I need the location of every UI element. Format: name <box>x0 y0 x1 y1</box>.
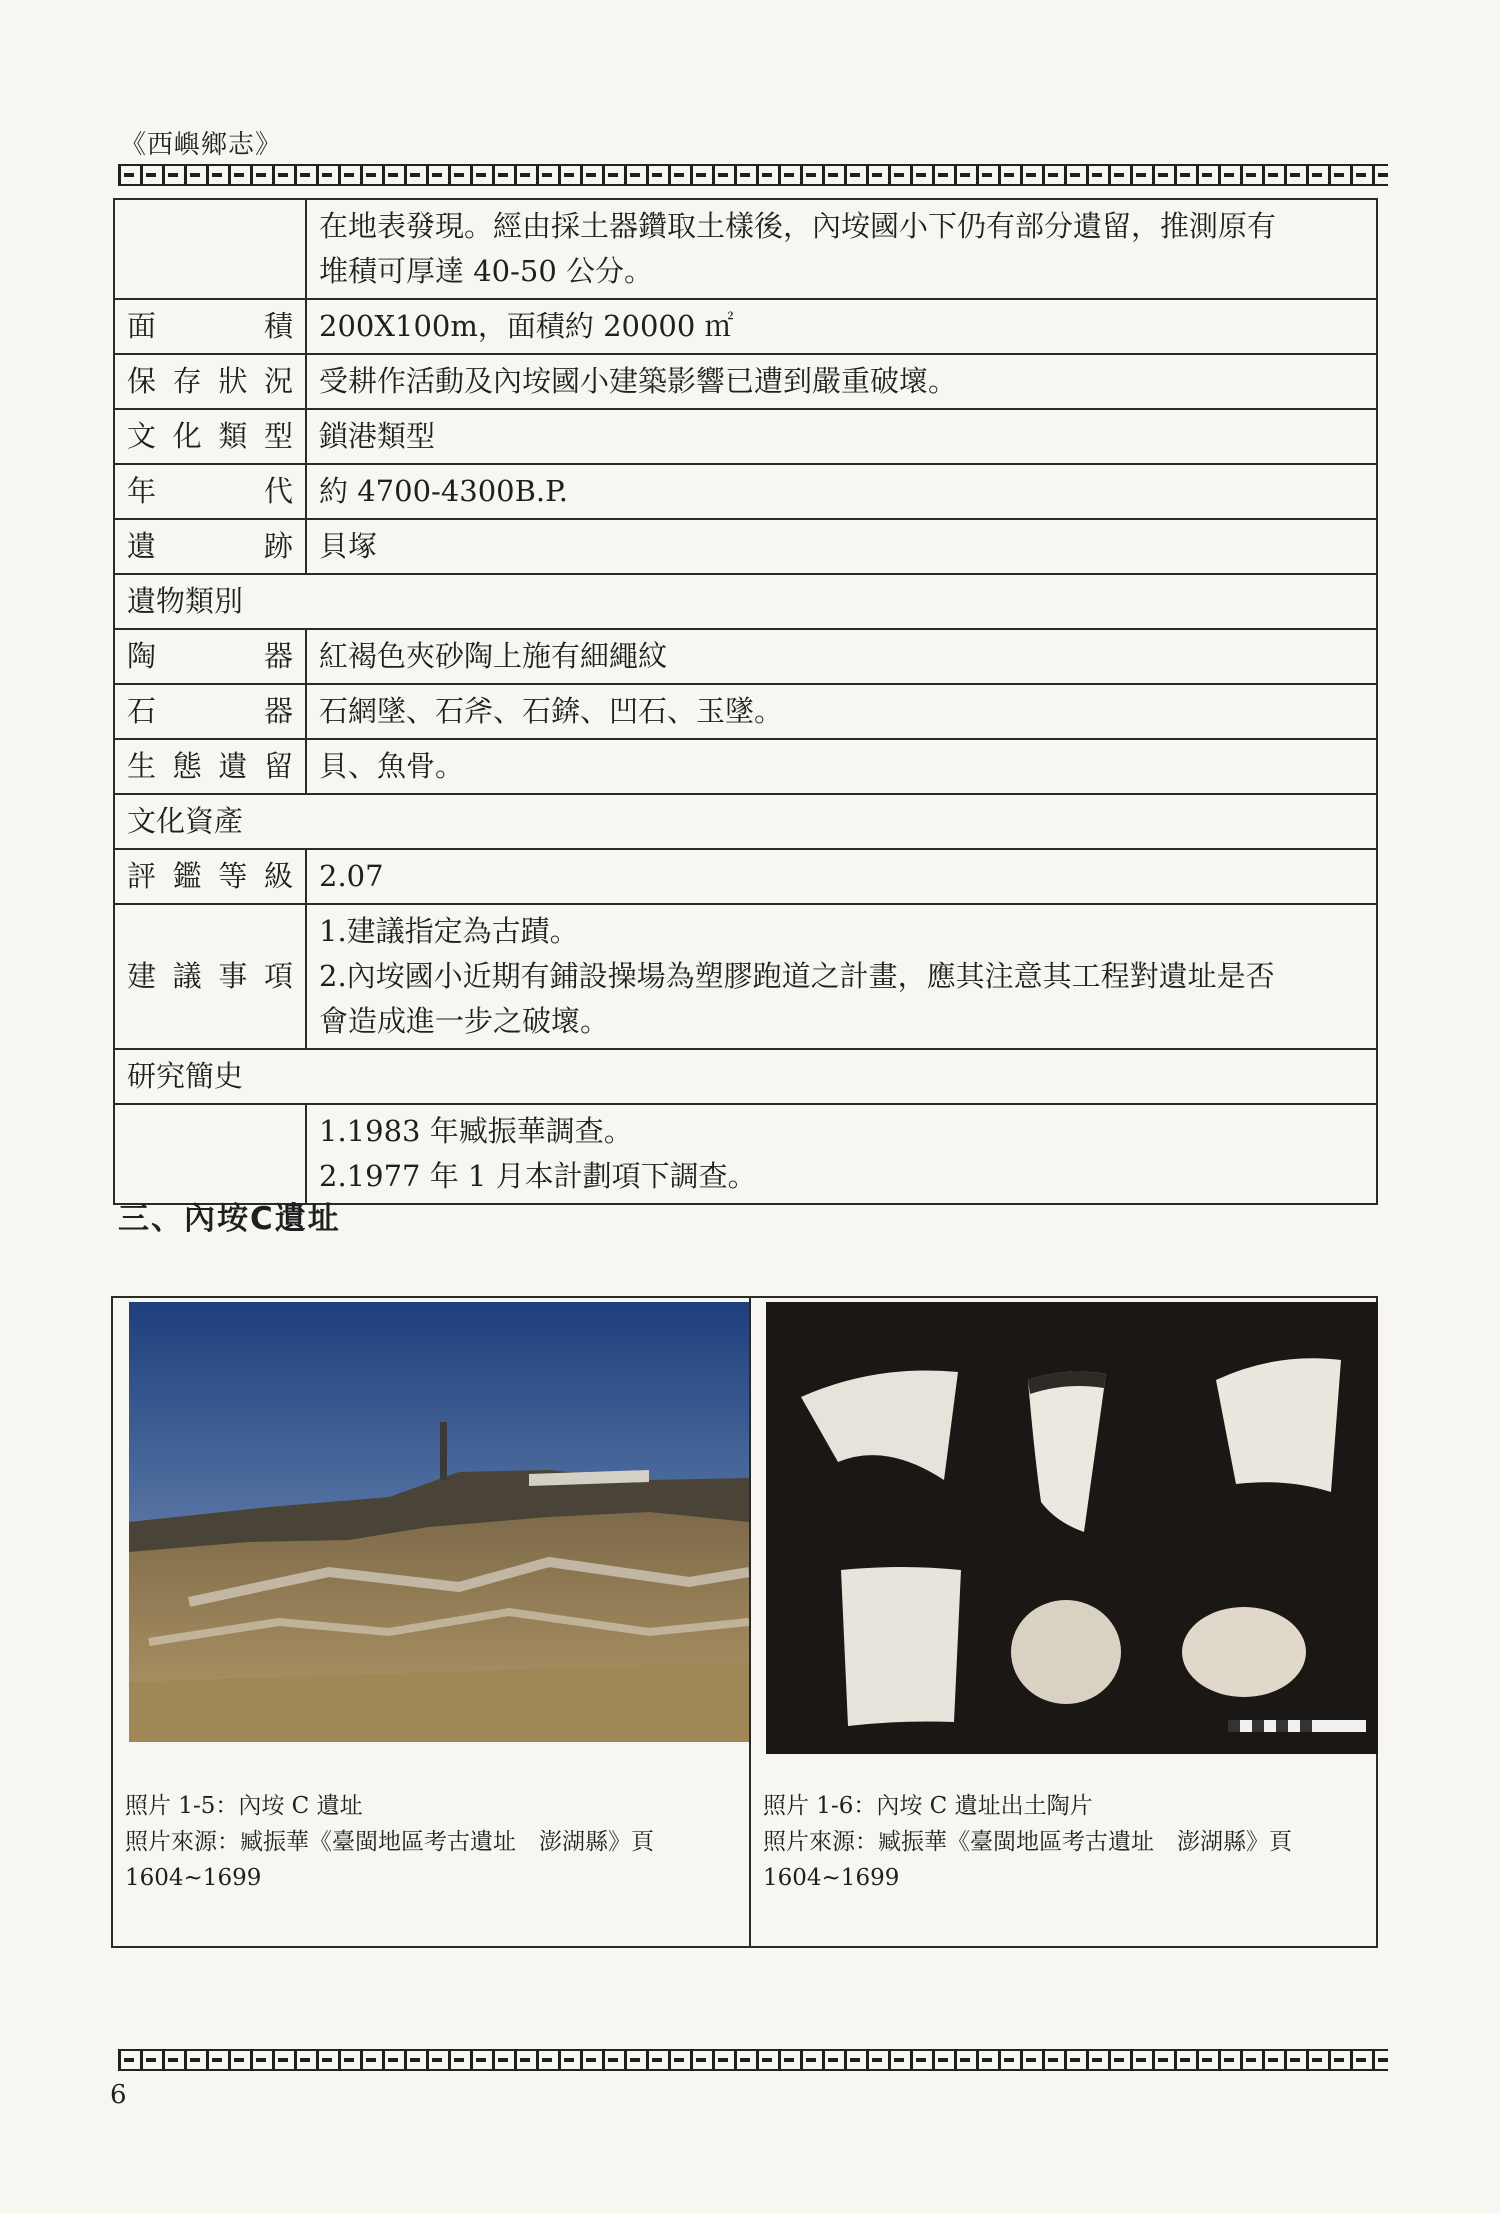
table-value-line: 2.1977 年 1 月本計劃項下調查。 <box>319 1159 757 1193</box>
table-field-value <box>306 199 1377 299</box>
table-value-line: 2.07 <box>319 859 384 893</box>
left-photo-caption <box>125 1788 745 1896</box>
table-row <box>114 519 1377 574</box>
excavated-pottery-sherds-photo <box>766 1302 1378 1754</box>
table-field-value <box>306 684 1377 739</box>
table-value-line: 紅褐色夾砂陶上施有細繩紋 <box>319 639 668 673</box>
right-caption-pages: 1604~1699 <box>763 1865 900 1891</box>
table-value-line: 約 4700-4300B.P. <box>319 474 569 508</box>
site-info-table <box>113 198 1378 1205</box>
table-field-label <box>114 1104 306 1204</box>
table-value-line: 貝塚 <box>319 529 378 563</box>
table-field-value <box>306 904 1377 1049</box>
top-decorative-border <box>118 164 1388 186</box>
table-field-value <box>306 519 1377 574</box>
table-field-label: 面 積 <box>114 299 306 354</box>
table-value-line: 在地表發現。經由採土器鑽取土樣後，內垵國小下仍有部分遺留，推測原有 <box>319 209 1277 243</box>
table-value-line: 石網墜、石斧、石錛、凹石、玉墜。 <box>319 694 784 728</box>
section-heading: 三、內垵C遺址 <box>118 1201 341 1237</box>
table-field-value <box>306 629 1377 684</box>
table-value-line: 貝、魚骨。 <box>319 749 465 783</box>
table-section-label: 研究簡史 <box>114 1049 1377 1104</box>
table-value-line: 1.1983 年臧振華調查。 <box>319 1114 633 1148</box>
table-field-value <box>306 1104 1377 1204</box>
table-row <box>114 409 1377 464</box>
table-row <box>114 849 1377 904</box>
table-field-label: 生態遺留 <box>114 739 306 794</box>
table-row <box>114 299 1377 354</box>
photo-figure-box <box>111 1296 1378 1948</box>
right-caption-title: 照片 1-6：內垵 C 遺址出土陶片 <box>763 1793 1093 1819</box>
table-section-label: 遺物類別 <box>114 574 1377 629</box>
table-row <box>114 354 1377 409</box>
left-caption-pages: 1604~1699 <box>125 1865 262 1891</box>
table-field-label: 建議事項 <box>114 904 306 1049</box>
table-row <box>114 684 1377 739</box>
table-value-line: 鎖港類型 <box>319 419 436 453</box>
table-field-value <box>306 739 1377 794</box>
site-landscape-photo <box>129 1302 749 1742</box>
table-value-line: 200X100m，面積約 20000 ㎡ <box>319 309 734 343</box>
book-title: 《西嶼鄉志》 <box>120 130 283 160</box>
table-field-label <box>114 199 306 299</box>
table-field-value <box>306 354 1377 409</box>
table-value-line: 受耕作活動及內垵國小建築影響已遭到嚴重破壞。 <box>319 364 958 398</box>
table-row <box>114 904 1377 1049</box>
table-field-value <box>306 464 1377 519</box>
table-field-value <box>306 849 1377 904</box>
table-field-label: 陶 器 <box>114 629 306 684</box>
table-field-value <box>306 299 1377 354</box>
table-row <box>114 629 1377 684</box>
table-value-line: 2.內垵國小近期有鋪設操場為塑膠跑道之計畫，應其注意其工程對遺址是否 <box>319 959 1275 993</box>
table-row <box>114 574 1377 629</box>
table-row <box>114 1104 1377 1204</box>
table-row <box>114 739 1377 794</box>
table-value-line: 1.建議指定為古蹟。 <box>319 914 579 948</box>
left-caption-source: 照片來源：臧振華《臺閩地區考古遺址 澎湖縣》頁 <box>125 1829 654 1855</box>
table-section-label: 文化資產 <box>114 794 1377 849</box>
table-row <box>114 199 1377 299</box>
table-field-label: 年 代 <box>114 464 306 519</box>
photo-divider <box>749 1298 751 1946</box>
table-field-label: 保存狀況 <box>114 354 306 409</box>
table-field-label: 文化類型 <box>114 409 306 464</box>
table-row <box>114 1049 1377 1104</box>
table-value-line: 會造成進一步之破壞。 <box>319 1004 610 1038</box>
table-field-label: 遺 跡 <box>114 519 306 574</box>
table-value-line: 堆積可厚達 40-50 公分。 <box>319 254 654 288</box>
table-field-label: 評鑑等級 <box>114 849 306 904</box>
table-field-value <box>306 409 1377 464</box>
bottom-decorative-border <box>118 2049 1388 2071</box>
right-caption-source: 照片來源：臧振華《臺閩地區考古遺址 澎湖縣》頁 <box>763 1829 1292 1855</box>
table-row <box>114 464 1377 519</box>
table-field-label: 石 器 <box>114 684 306 739</box>
page-number: 6 <box>110 2080 127 2110</box>
left-caption-title: 照片 1-5：內垵 C 遺址 <box>125 1793 363 1819</box>
right-photo-caption <box>763 1788 1373 1896</box>
table-row <box>114 794 1377 849</box>
